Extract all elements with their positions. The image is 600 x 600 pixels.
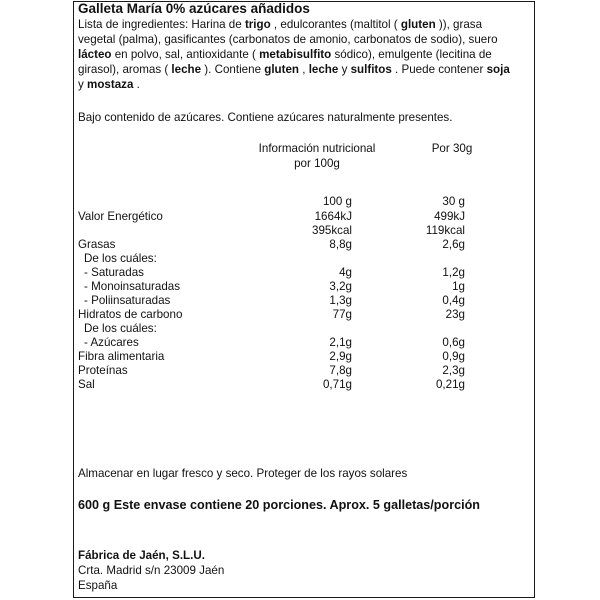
value-per-30g: 0,4g [442,294,465,307]
ingredient-text: )), grasa vegetal (palma), gasificantes (carbonatos de amonio, carbonatos de sodio), suero [78,18,498,46]
value-per-30g: 23g [445,308,465,321]
allergen-text: leche [171,63,202,76]
value-per-30g: 0,9g [442,350,465,363]
value-per-100g: 4g [339,266,352,279]
value-per-100g: 0,71g [322,378,352,391]
product-title: Galleta María 0% azúcares añadidos [78,1,310,16]
value-per-100g: 2,9g [329,350,352,363]
company-country: España [78,579,118,592]
ingredient-text: . [133,78,140,91]
allergen-text: gluten [264,63,300,76]
ingredient-text: en polvo, sal, antioxidante ( [111,48,260,61]
value-per-30g: 0,6g [442,336,465,349]
value-per-30g: 0,21g [435,378,465,391]
nutrient-label: - Azúcares [84,336,139,349]
value-per-100g: 2,1g [329,336,352,349]
nutrient-label: Hidratos de carbono [78,308,183,321]
nutrient-label: - Saturadas [84,266,144,279]
sugar-note: Bajo contenido de azúcares. Contiene azúcares naturalmente presentes. [78,111,453,124]
value-per-30g: 499kJ [434,210,465,223]
ingredient-text: , edulcorantes (maltitol ( [270,18,401,31]
allergen-text: gluten [400,18,436,31]
company-name: Fábrica de Jaén, S.L.U. [78,549,205,562]
value-per-100g: 395kcal [312,224,352,237]
allergen-text: mostaza [87,78,134,91]
nutrient-label: Proteínas [78,364,128,377]
ingredient-text: sódico), emulgente (lecitina de girasol), aromas ( [78,48,492,76]
value-per-100g: 8,8g [329,238,352,251]
value-per-30g: 1,2g [442,266,465,279]
value-per-30g: 2,3g [442,364,465,377]
allergen-text: soja [486,63,510,76]
nutrient-label: - Poliinsaturadas [84,294,171,307]
ingredients-list [78,17,518,92]
value-per-30g: 2,6g [442,238,465,251]
allergen-text: sulfitos [350,63,392,76]
value-per-100g: 3,2g [329,280,352,293]
allergen-text: lácteo [78,48,112,61]
ingredient-text: Lista de ingredientes: Harina de [78,18,245,31]
package-info: 600 g Este envase contiene 20 porciones. Aprox. 5 galletas/porción [78,498,480,512]
value-per-100g: 7,8g [329,364,352,377]
allergen-text: trigo [244,18,271,31]
nutrient-label: Fibra alimentaria [78,350,165,363]
value-per-30g: 1g [452,280,465,293]
unit-30g: 30 g [442,195,465,208]
nutrient-label: - Monoinsaturadas [84,280,181,293]
value-per-100g: 1664kJ [314,210,352,223]
company-address: Crta. Madrid s/n 23009 Jaén [78,564,225,577]
storage-instructions: Almacenar en lugar fresco y seco. Proteger de los rayos solares [78,467,408,480]
nutrient-label: De los cuáles: [84,322,157,335]
ingredient-text: y [338,63,351,76]
column-header-per-30g: Por 30g [431,142,473,155]
value-per-100g: 77g [332,308,352,321]
value-per-30g: 119kcal [425,224,465,237]
nutrient-label: Sal [78,378,95,391]
ingredient-text: y [78,78,88,91]
nutrient-label: Grasas [78,238,116,251]
value-per-100g: 1,3g [329,294,352,307]
ingredient-text: ). Contiene [201,63,265,76]
column-header-per-100g: Información nutricional por 100g [258,142,376,170]
ingredient-text: . Puede contener [391,63,487,76]
unit-100g: 100 g [322,195,352,208]
nutrient-label: Valor Energético [78,210,163,223]
allergen-text: leche [308,63,339,76]
nutrient-label: De los cuáles: [84,252,157,265]
ingredient-text: , [299,63,309,76]
allergen-text: metabisulfito [259,48,332,61]
